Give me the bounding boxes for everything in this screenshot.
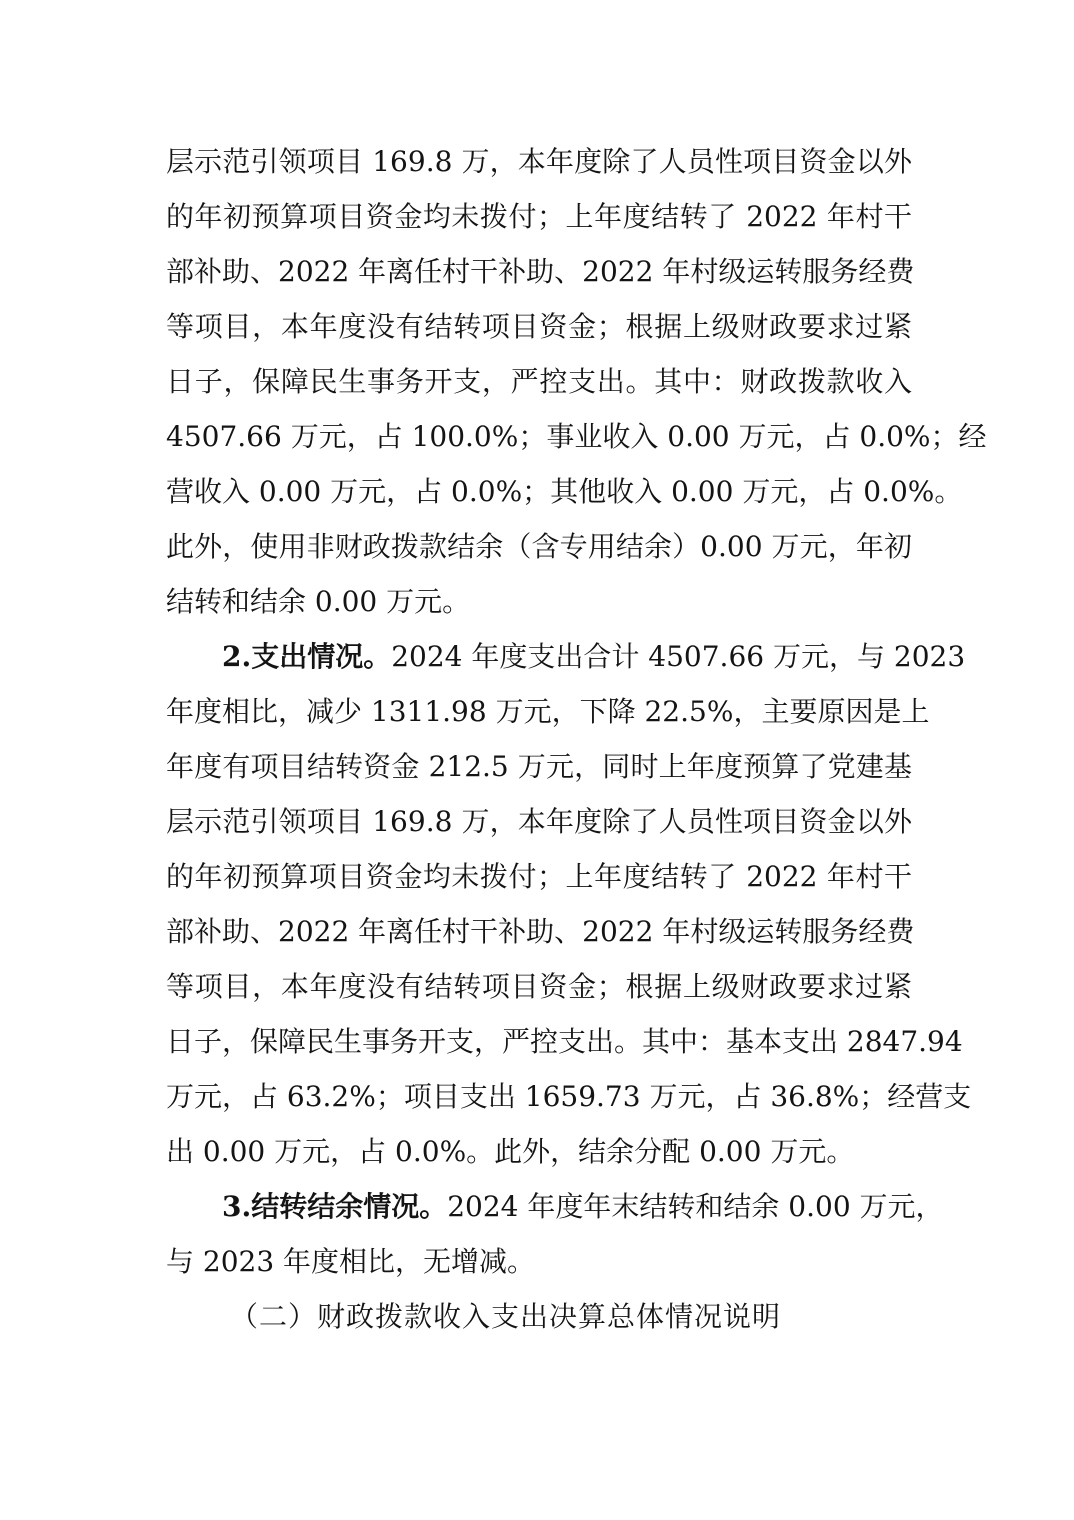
paragraph-line: 等项目，本年度没有结转项目资金；根据上级财政要求过紧 bbox=[166, 310, 912, 343]
expense-first-line bbox=[222, 637, 966, 677]
paragraph-line: 年度相比，减少 1311.98 万元，下降 22.5%，主要原因是上 bbox=[166, 695, 930, 728]
paragraph-line: 年度有项目结转资金 212.5 万元，同时上年度预算了党建基 bbox=[166, 750, 912, 783]
paragraph-line: 的年初预算项目资金均未拨付；上年度结转了 2022 年村干 bbox=[166, 200, 912, 233]
paragraph-line: 层示范引领项目 169.8 万，本年度除了人员性项目资金以外 bbox=[166, 805, 912, 838]
paragraph-line: 结转和结余 0.00 万元。 bbox=[166, 585, 471, 618]
paragraph-line: 与 2023 年度相比，无增减。 bbox=[166, 1245, 536, 1278]
paragraph-line: 的年初预算项目资金均未拨付；上年度结转了 2022 年村干 bbox=[166, 860, 912, 893]
paragraph-line: 营收入 0.00 万元，占 0.0%；其他收入 0.00 万元，占 0.0%。 bbox=[166, 475, 963, 508]
carryover-first-line bbox=[222, 1187, 944, 1227]
carryover-lead: 3.结转结余情况。 bbox=[222, 1190, 448, 1223]
paragraph-line: 部补助、2022 年离任村干补助、2022 年村级运转服务经费 bbox=[166, 915, 915, 948]
paragraph-line: 等项目，本年度没有结转项目资金；根据上级财政要求过紧 bbox=[166, 970, 912, 1003]
paragraph-line: 部补助、2022 年离任村干补助、2022 年村级运转服务经费 bbox=[166, 255, 915, 288]
expense-lead: 2.支出情况。 bbox=[222, 640, 392, 673]
paragraph-line: 日子，保障民生事务开支，严控支出。其中：财政拨款收入 bbox=[166, 365, 912, 398]
paragraph-line: 出 0.00 万元，占 0.0%。此外，结余分配 0.00 万元。 bbox=[166, 1135, 855, 1168]
expense-first-line-text: 2024 年度支出合计 4507.66 万元，与 2023 bbox=[391, 640, 966, 673]
paragraph-line: 层示范引领项目 169.8 万，本年度除了人员性项目资金以外 bbox=[166, 145, 912, 178]
carryover-first-line-text: 2024 年度年末结转和结余 0.00 万元， bbox=[447, 1190, 944, 1223]
paragraph-line: 此外，使用非财政拨款结余（含专用结余）0.00 万元，年初 bbox=[166, 530, 912, 563]
section-heading: （二）财政拨款收入支出决算总体情况说明 bbox=[230, 1300, 782, 1333]
paragraph-line: 4507.66 万元，占 100.0%；事业收入 0.00 万元，占 0.0%；经 bbox=[166, 420, 987, 453]
paragraph-line: 万元，占 63.2%；项目支出 1659.73 万元，占 36.8%；经营支 bbox=[166, 1080, 972, 1113]
paragraph-line: 日子，保障民生事务开支，严控支出。其中：基本支出 2847.94 bbox=[166, 1025, 963, 1058]
